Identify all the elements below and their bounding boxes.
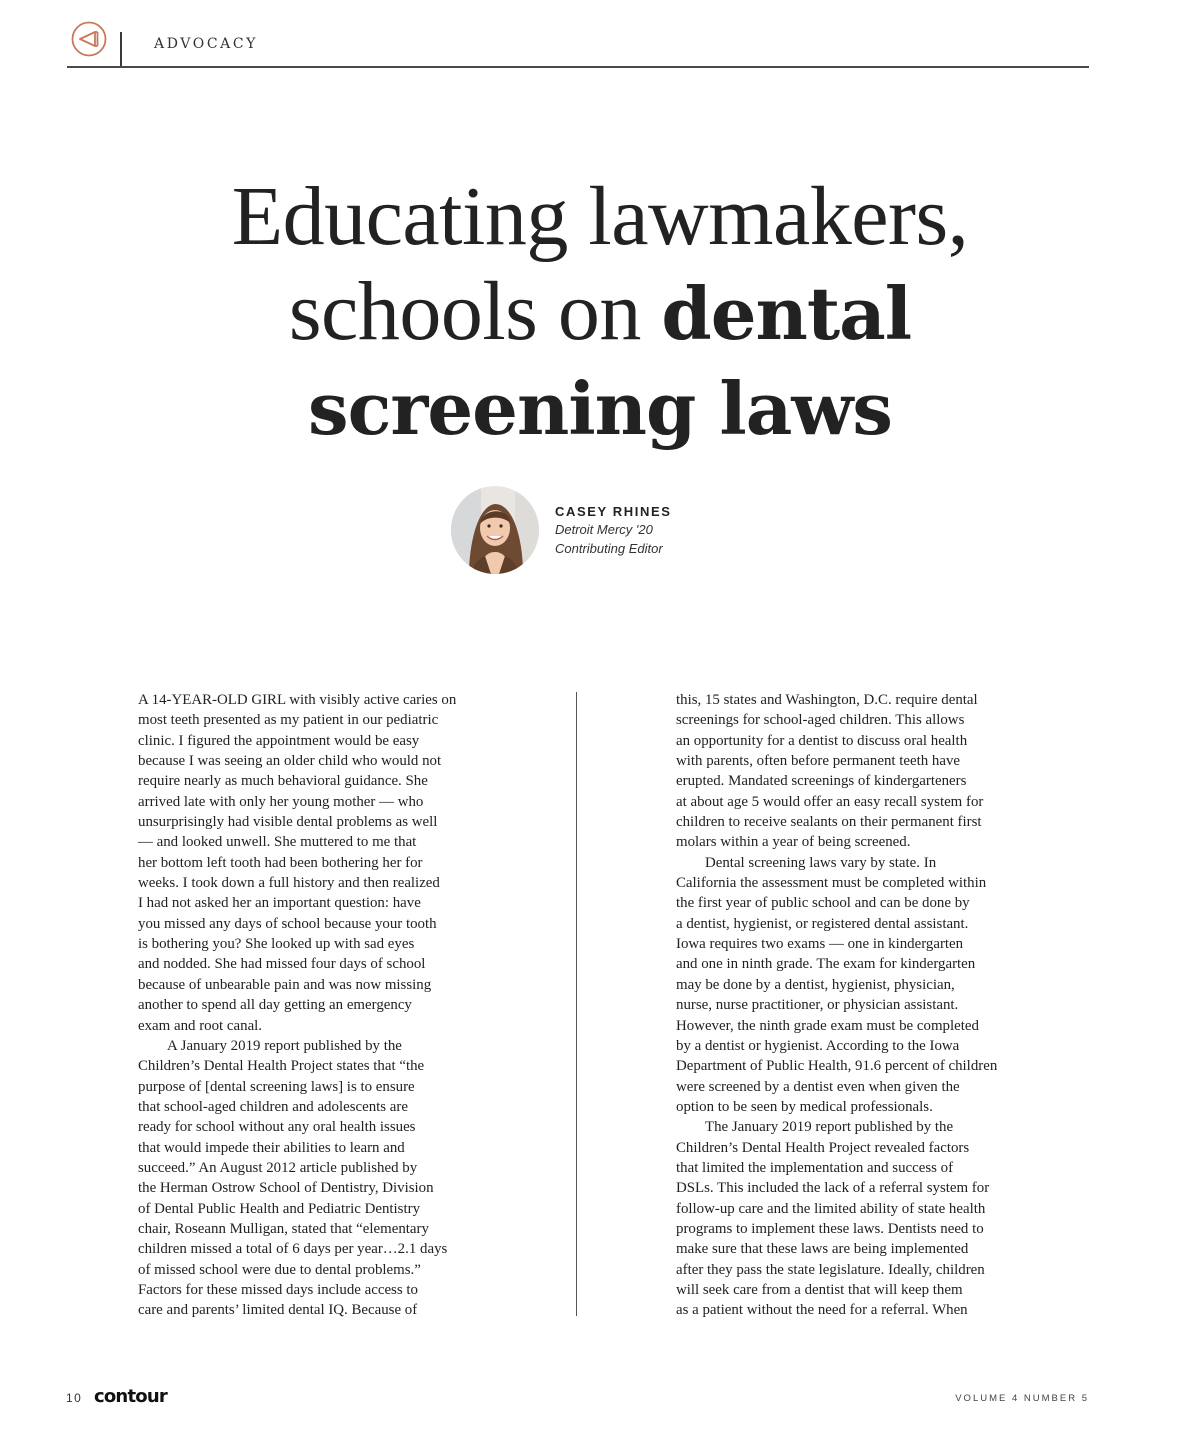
section-label: ADVOCACY	[154, 36, 259, 52]
body-line: by a dentist or hygienist. According to the Iowa	[676, 1037, 960, 1054]
body-line: However, the ninth grade exam must be completed	[676, 1017, 979, 1034]
body-line: programs to implement these laws. Dentists need to	[676, 1220, 984, 1237]
body-line: Children’s Dental Health Project states that “the	[138, 1058, 425, 1075]
column-divider	[576, 692, 577, 1316]
body-line: the Herman Ostrow School of Dentistry, Division	[138, 1180, 434, 1197]
body-line: molars within a year of being screened.	[676, 834, 911, 851]
author-role: Contributing Editor	[555, 541, 663, 556]
body-column-left	[138, 690, 508, 1321]
body-line: ready for school without any oral health issues	[138, 1119, 416, 1136]
author-avatar	[451, 486, 539, 574]
body-line: screenings for school-aged children. This allows	[676, 712, 965, 729]
body-line: option to be seen by medical professionals.	[676, 1098, 933, 1115]
body-line: arrived late with only her young mother — who	[138, 793, 424, 810]
body-line: is bothering you? She looked up with sad eyes	[138, 936, 415, 953]
body-line: children missed a total of 6 days per year…2.1 days	[138, 1241, 448, 1258]
body-line: because of unbearable pain and was now missing	[138, 976, 432, 993]
body-line: follow-up care and the limited ability of state health	[676, 1200, 986, 1217]
body-line: this, 15 states and Washington, D.C. require dental	[676, 692, 978, 708]
body-line: purpose of [dental screening laws] is to ensure	[138, 1078, 415, 1095]
megaphone-icon	[71, 21, 107, 57]
body-line: exam and root canal.	[138, 1017, 263, 1034]
body-line: make sure that these laws are being implemented	[676, 1241, 969, 1258]
author-school: Detroit Mercy '20	[555, 522, 653, 537]
author-name: CASEY RHINES	[555, 504, 672, 519]
body-line: I had not asked her an important question: have	[138, 895, 421, 912]
body-line: because I was seeing an older child who would not	[138, 753, 442, 770]
body-line: that limited the implementation and success of	[676, 1159, 954, 1176]
body-line: unsurprisingly had visible dental problems as well	[138, 814, 438, 831]
body-line: that school-aged children and adolescents are	[138, 1098, 408, 1115]
title-line-2-light: schools on	[288, 265, 662, 358]
body-line: children to receive sealants on their permanent first	[676, 814, 982, 831]
body-line: of Dental Public Health and Pediatric Dentistry	[138, 1200, 421, 1217]
body-line: A January 2019 report published by the	[167, 1037, 402, 1054]
body-line: Children’s Dental Health Project revealed factors	[676, 1139, 970, 1156]
body-line: may be done by a dentist, hygienist, physician,	[676, 976, 955, 993]
body-line: Dental screening laws vary by state. In	[705, 854, 937, 871]
body-line: most teeth presented as my patient in our pediatric	[138, 712, 439, 729]
body-line: nurse, nurse practitioner, or physician assistant.	[676, 997, 959, 1014]
page-number: 10	[66, 1391, 83, 1405]
body-line: weeks. I took down a full history and then realized	[138, 875, 440, 892]
header-rule	[67, 66, 1089, 68]
body-column-right	[676, 690, 1046, 1321]
volume-label: VOLUME 4 NUMBER 5	[955, 1393, 1089, 1404]
body-line: were screened by a dentist even when given the	[676, 1078, 960, 1095]
body-line: chair, Roseann Mulligan, stated that “elementary	[138, 1220, 429, 1237]
body-line: her bottom left tooth had been bothering her for	[138, 854, 423, 871]
body-line: you missed any days of school because your tooth	[138, 915, 437, 932]
body-line: Iowa requires two exams — one in kindergarten	[676, 936, 964, 953]
body-line: and nodded. She had missed four days of school	[138, 956, 426, 973]
body-line: The January 2019 report published by the	[705, 1119, 954, 1136]
body-line: Factors for these missed days include access to	[138, 1281, 418, 1298]
body-line: erupted. Mandated screenings of kindergarteners	[676, 773, 967, 790]
body-line: as a patient without the need for a referral. When	[676, 1302, 968, 1319]
body-line: that would impede their abilities to learn and	[138, 1139, 405, 1156]
body-line: clinic. I figured the appointment would be easy	[138, 732, 420, 749]
body-line: require nearly as much behavioral guidance. She	[138, 773, 428, 790]
body-line: at about age 5 would offer an easy recall system for	[676, 793, 984, 810]
body-line: care and parents’ limited dental IQ. Because of	[138, 1302, 418, 1319]
body-line: the first year of public school and can be done by	[676, 895, 970, 912]
body-line: an opportunity for a dentist to discuss oral health	[676, 732, 968, 749]
body-line: a dentist, hygienist, or registered dental assistant.	[676, 915, 969, 932]
title-line-3-bold: screening laws	[308, 366, 892, 451]
body-line: California the assessment must be completed within	[676, 875, 987, 892]
body-line: of missed school were due to dental problems.”	[138, 1261, 421, 1278]
contour-logo: contour	[94, 1386, 167, 1407]
body-line: — and looked unwell. She muttered to me that	[138, 834, 417, 851]
body-line: with parents, often before permanent teeth have	[676, 753, 961, 770]
body-line: will seek care from a dentist that will keep them	[676, 1281, 963, 1298]
title-line-1: Educating lawmakers,	[231, 170, 969, 263]
article-title	[100, 170, 1100, 456]
body-line: DSLs. This included the lack of a referral system for	[676, 1180, 990, 1197]
body-line: succeed.” An August 2012 article published by	[138, 1159, 418, 1176]
body-line: A 14-YEAR-OLD GIRL with visibly active caries on	[138, 692, 457, 708]
body-line: Department of Public Health, 91.6 percent of children	[676, 1058, 998, 1075]
header-separator	[120, 32, 122, 67]
body-line: after they pass the state legislature. Ideally, children	[676, 1261, 985, 1278]
body-line: another to spend all day getting an emergency	[138, 997, 412, 1014]
body-line: and one in ninth grade. The exam for kindergarten	[676, 956, 976, 973]
title-line-2-bold: dental	[661, 271, 912, 356]
